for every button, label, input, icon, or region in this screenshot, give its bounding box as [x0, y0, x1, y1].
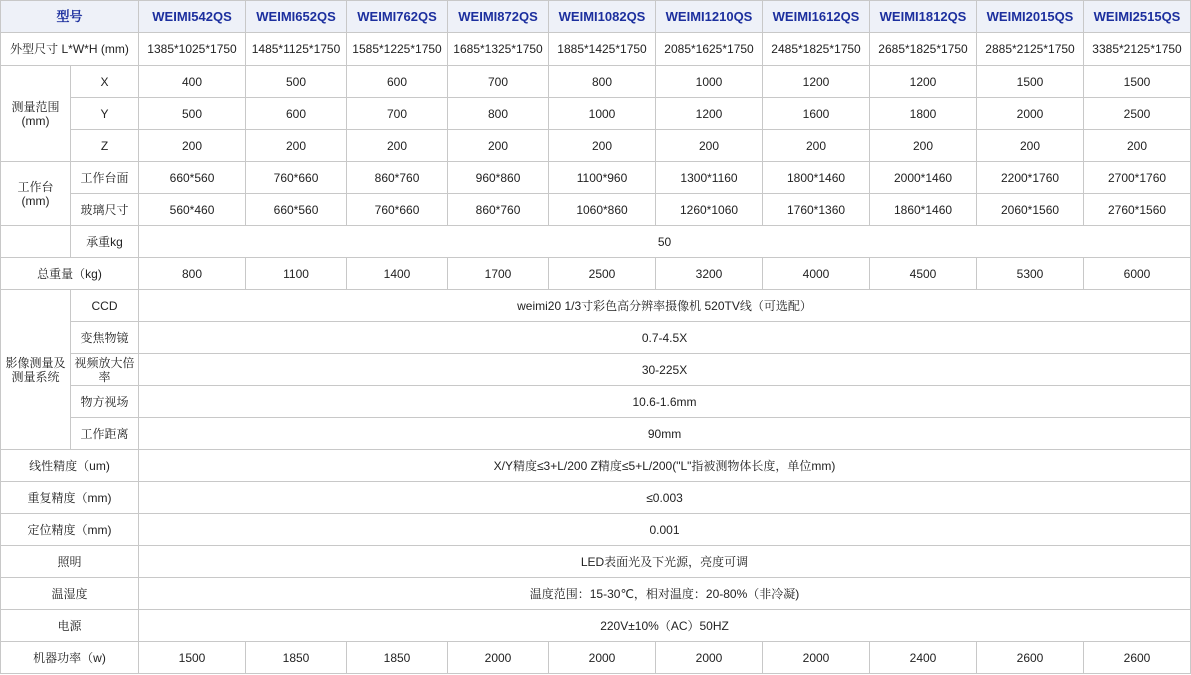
model-name: WEIMI1210QS [656, 1, 763, 33]
table-cell: 2500 [1084, 98, 1191, 130]
range-y-row [1, 98, 1191, 130]
table-cell: 2000 [656, 642, 763, 674]
worktable-label: 工作台 (mm) [1, 162, 71, 226]
table-cell: 800 [139, 258, 246, 290]
fov-label: 物方视场 [71, 386, 139, 418]
table-cell: 2200*1760 [977, 162, 1084, 194]
table-cell: 400 [139, 66, 246, 98]
table-cell: 1200 [656, 98, 763, 130]
repeat-accuracy-value: ≤0.003 [139, 482, 1191, 514]
table-cell: 2000*1460 [870, 162, 977, 194]
zoom-row [1, 322, 1191, 354]
table-cell: 1385*1025*1750 [139, 33, 246, 66]
weight-row [1, 258, 1191, 290]
table-cell: 1200 [763, 66, 870, 98]
repeat-accuracy-label: 重复精度（mm) [1, 482, 139, 514]
table-cell: 2000 [448, 642, 549, 674]
table-cell: 1585*1225*1750 [347, 33, 448, 66]
table-cell: 660*560 [139, 162, 246, 194]
position-accuracy-value: 0.001 [139, 514, 1191, 546]
table-cell: 500 [246, 66, 347, 98]
table-cell: 2600 [977, 642, 1084, 674]
table-cell: 800 [549, 66, 656, 98]
linear-accuracy-label: 线性精度（um) [1, 450, 139, 482]
work-dist-value: 90mm [139, 418, 1191, 450]
model-name: WEIMI2515QS [1084, 1, 1191, 33]
table-cell: 500 [139, 98, 246, 130]
machine-power-label: 机器功率（w) [1, 642, 139, 674]
linear-accuracy-value: X/Y精度≤3+L/200 Z精度≤5+L/200("L"指被测物体长度，单位mm) [139, 450, 1191, 482]
worktable-surface-row [1, 162, 1191, 194]
table-cell: 2500 [549, 258, 656, 290]
range-z-row [1, 130, 1191, 162]
table-cell: 1000 [656, 66, 763, 98]
table-cell: 2485*1825*1750 [763, 33, 870, 66]
table-cell: 2600 [1084, 642, 1191, 674]
range-x-row [1, 66, 1191, 98]
table-cell: 660*560 [246, 194, 347, 226]
range-y-label: Y [71, 98, 139, 130]
table-cell: 1000 [549, 98, 656, 130]
table-cell: 200 [870, 130, 977, 162]
worktable-glass-row [1, 194, 1191, 226]
measure-range-label: 测量范围 (mm) [1, 66, 71, 162]
fov-row [1, 386, 1191, 418]
table-cell: 1100*960 [549, 162, 656, 194]
ccd-row [1, 290, 1191, 322]
table-cell: 2400 [870, 642, 977, 674]
table-cell: 1760*1360 [763, 194, 870, 226]
table-cell: 1260*1060 [656, 194, 763, 226]
linear-accuracy-row [1, 450, 1191, 482]
power-supply-row [1, 610, 1191, 642]
zoom-label: 变焦物镜 [71, 322, 139, 354]
lighting-value: LED表面光及下光源，亮度可调 [139, 546, 1191, 578]
load-value: 50 [139, 226, 1191, 258]
load-label: 承重kg [71, 226, 139, 258]
table-cell: 1600 [763, 98, 870, 130]
video-mag-value: 30-225X [139, 354, 1191, 386]
table-cell: 1300*1160 [656, 162, 763, 194]
fov-value: 10.6-1.6mm [139, 386, 1191, 418]
table-cell: 600 [347, 66, 448, 98]
imaging-label: 影像测量及测量系统 [1, 290, 71, 450]
table-cell: 860*760 [347, 162, 448, 194]
table-cell: 1500 [1084, 66, 1191, 98]
table-cell: 1860*1460 [870, 194, 977, 226]
table-cell: 560*460 [139, 194, 246, 226]
power-supply-value: 220V±10%（AC）50HZ [139, 610, 1191, 642]
table-cell: 2000 [549, 642, 656, 674]
model-name: WEIMI652QS [246, 1, 347, 33]
position-accuracy-label: 定位精度（mm) [1, 514, 139, 546]
worktable-glass-label: 玻璃尺寸 [71, 194, 139, 226]
model-name: WEIMI542QS [139, 1, 246, 33]
table-cell: 200 [977, 130, 1084, 162]
dimensions-label: 外型尺寸 L*W*H (mm) [1, 33, 139, 66]
model-name: WEIMI762QS [347, 1, 448, 33]
model-name: WEIMI872QS [448, 1, 549, 33]
table-cell: 1485*1125*1750 [246, 33, 347, 66]
table-cell: 3200 [656, 258, 763, 290]
temp-humidity-value: 温度范围：15-30℃，相对温度：20-80%（非冷凝) [139, 578, 1191, 610]
model-label: 型号 [1, 1, 139, 33]
table-cell: 1685*1325*1750 [448, 33, 549, 66]
table-cell: 1800 [870, 98, 977, 130]
dimensions-row [1, 33, 1191, 66]
lighting-row [1, 546, 1191, 578]
range-z-label: Z [71, 130, 139, 162]
worktable-surface-label: 工作台面 [71, 162, 139, 194]
table-cell: 1200 [870, 66, 977, 98]
table-cell: 200 [763, 130, 870, 162]
power-supply-label: 电源 [1, 610, 139, 642]
work-dist-label: 工作距离 [71, 418, 139, 450]
video-mag-label: 视频放大倍率 [71, 354, 139, 386]
load-empty-cell [1, 226, 71, 258]
table-cell: 5300 [977, 258, 1084, 290]
table-cell: 2700*1760 [1084, 162, 1191, 194]
weight-label: 总重量（kg) [1, 258, 139, 290]
table-cell: 1100 [246, 258, 347, 290]
table-cell: 1400 [347, 258, 448, 290]
table-cell: 1700 [448, 258, 549, 290]
ccd-label: CCD [71, 290, 139, 322]
table-cell: 700 [448, 66, 549, 98]
table-cell: 200 [1084, 130, 1191, 162]
table-cell: 760*660 [246, 162, 347, 194]
zoom-value: 0.7-4.5X [139, 322, 1191, 354]
table-cell: 960*860 [448, 162, 549, 194]
temp-humidity-label: 温湿度 [1, 578, 139, 610]
table-cell: 6000 [1084, 258, 1191, 290]
table-cell: 200 [347, 130, 448, 162]
table-cell: 200 [656, 130, 763, 162]
ccd-value: weimi20 1/3寸彩色高分辨率摄像机 520TV线（可选配） [139, 290, 1191, 322]
table-cell: 2000 [977, 98, 1084, 130]
table-cell: 4500 [870, 258, 977, 290]
table-cell: 1850 [246, 642, 347, 674]
position-accuracy-row [1, 514, 1191, 546]
table-cell: 760*660 [347, 194, 448, 226]
table-cell: 1850 [347, 642, 448, 674]
table-cell: 2000 [763, 642, 870, 674]
lighting-label: 照明 [1, 546, 139, 578]
table-cell: 2060*1560 [977, 194, 1084, 226]
table-cell: 700 [347, 98, 448, 130]
model-name: WEIMI1812QS [870, 1, 977, 33]
model-name: WEIMI1082QS [549, 1, 656, 33]
table-cell: 200 [549, 130, 656, 162]
table-cell: 200 [448, 130, 549, 162]
table-cell: 200 [139, 130, 246, 162]
model-name: WEIMI2015QS [977, 1, 1084, 33]
table-cell: 600 [246, 98, 347, 130]
table-cell: 1800*1460 [763, 162, 870, 194]
table-cell: 2085*1625*1750 [656, 33, 763, 66]
header-row [1, 1, 1191, 33]
video-mag-row [1, 354, 1191, 386]
table-cell: 2885*2125*1750 [977, 33, 1084, 66]
table-cell: 1060*860 [549, 194, 656, 226]
table-cell: 1500 [977, 66, 1084, 98]
work-dist-row [1, 418, 1191, 450]
machine-power-row [1, 642, 1191, 674]
table-cell: 860*760 [448, 194, 549, 226]
load-row [1, 226, 1191, 258]
table-cell: 3385*2125*1750 [1084, 33, 1191, 66]
table-cell: 800 [448, 98, 549, 130]
repeat-accuracy-row [1, 482, 1191, 514]
range-x-label: X [71, 66, 139, 98]
table-cell: 4000 [763, 258, 870, 290]
table-cell: 2760*1560 [1084, 194, 1191, 226]
table-cell: 200 [246, 130, 347, 162]
table-cell: 1885*1425*1750 [549, 33, 656, 66]
table-cell: 2685*1825*1750 [870, 33, 977, 66]
temp-humidity-row [1, 578, 1191, 610]
model-name: WEIMI1612QS [763, 1, 870, 33]
table-cell: 1500 [139, 642, 246, 674]
